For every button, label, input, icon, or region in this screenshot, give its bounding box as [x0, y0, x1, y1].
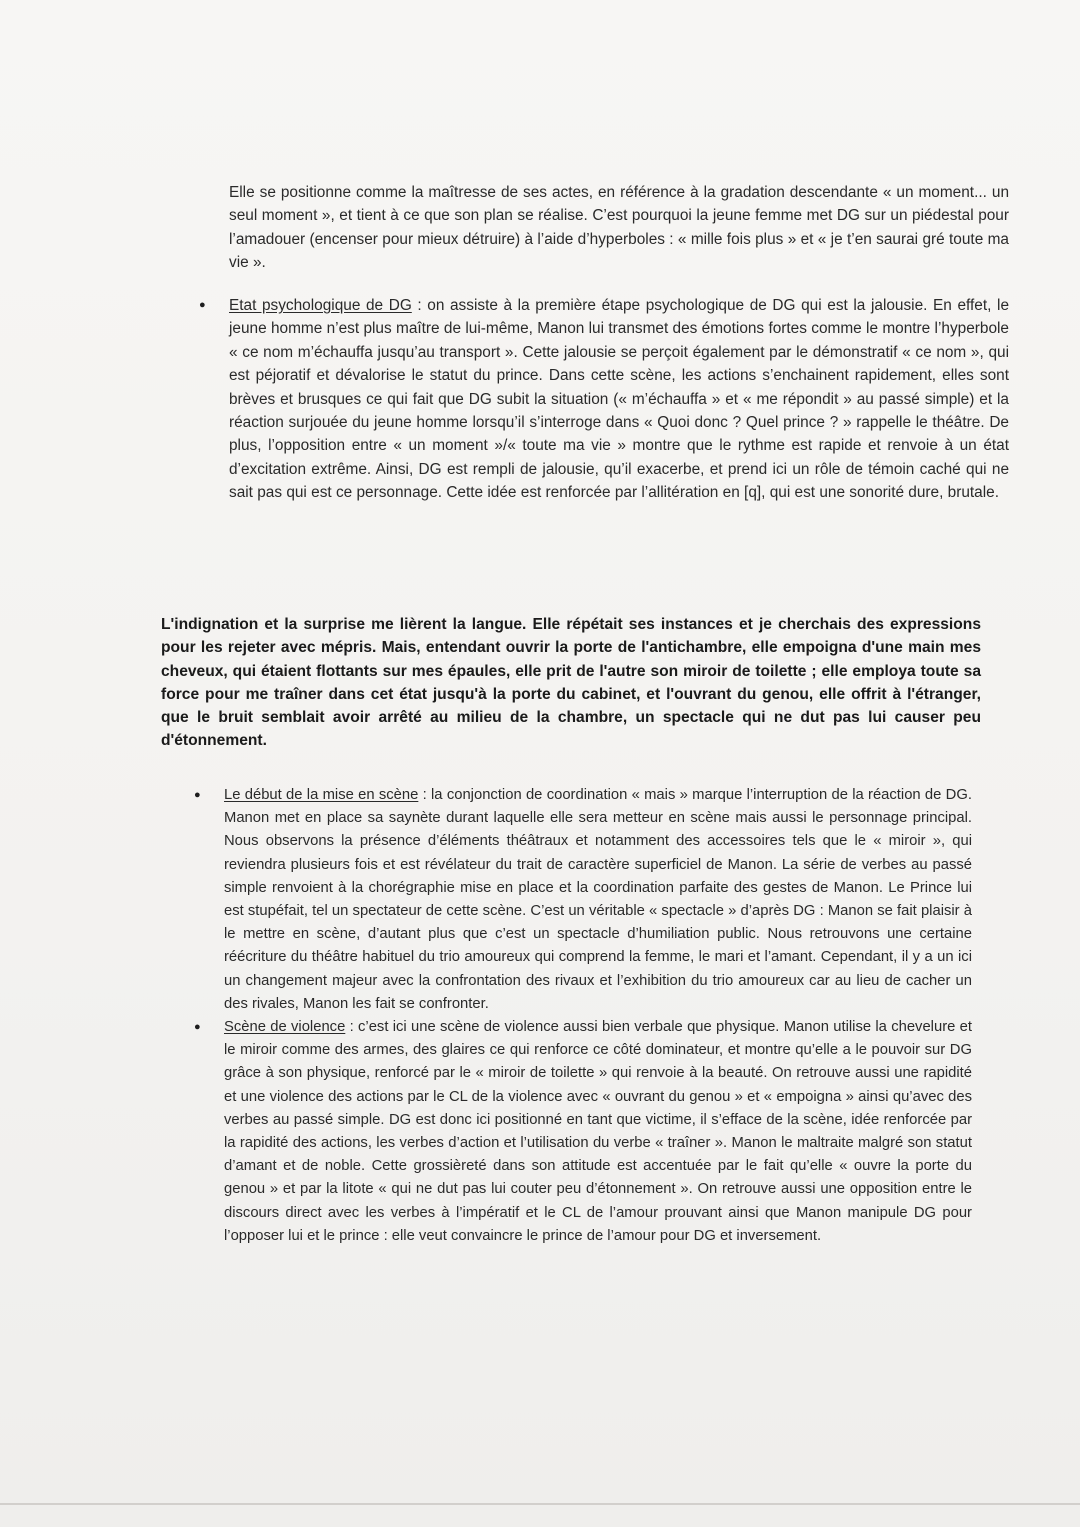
list-item [224, 1016, 972, 1248]
list-item [224, 784, 972, 1016]
item-text: : on assiste à la première étape psychologique de DG qui est la jalousie. En effet, le jeune homme n’est plus maître de lui-même, Manon lui transmet des émotions fortes comme le montre l’hyperbole « ce nom m’échauffa jusqu’au transport ». Cette jalousie se perçoit également par le démonstratif « ce nom », qui est péjoratif et dévalorise le statut du prince. Dans cette scène, les actions s’enchainent rapidement, elles sont brèves et brusques ce qui fait que DG subit la situation (« m’échauffa » et « me répondit » au passé simple) et la réaction surjouée du jeune homme lorsqu’il s’interroge dans « Quoi donc ? Quel prince ? » rappelle le théâtre. De plus, l’opposition entre « un moment »/« toute ma vie » montre que le rythme est rapide et renvoie à un état d’excitation extrême. Ainsi, DG est rempli de jalousie, qu’il exacerbe, et prend ici un rôle de témoin caché qui ne sait pas qui est ce personnage. Cette idée est renforcée par l’allitération en [q], qui est une sonorité dure, brutale. [229, 297, 1010, 502]
analysis-list-psychology [229, 294, 1009, 505]
list-item [229, 294, 1009, 505]
page-bottom-edge [0, 1503, 1080, 1505]
item-heading: Le début de la mise en scène [224, 787, 419, 803]
quoted-excerpt: L'indignation et la surprise me lièrent la langue. Elle répétait ses instances et je cherchais des expressions pour les rejeter avec mépris. Mais, entendant ouvrir la porte de l'antichambre, elle empoigna d'une main mes cheveux, qui étaient flottants sur mes épaules, elle prit de l'autre son miroir de toilette ; elle employa toute sa force pour me traîner dans cet état jusqu'à la porte du cabinet, et l'ouvrant du genou, elle offrit à l'étranger, que le bruit semblait avoir arrêté au milieu de la chambre, un spectacle qui ne dut pas lui causer peu d'étonnement. [161, 616, 981, 750]
intro-paragraph: Elle se positionne comme la maîtresse de ses actes, en référence à la gradation descendante « un moment... un seul moment », et tient à ce que son plan se réalise. C’est pourquoi la jeune femme met DG sur un piédestal pour l’amadouer (encenser pour mieux détruire) à l’aide d’hyperboles : « mille fois plus » et « je t’en saurai gré toute ma vie ». [229, 184, 1009, 272]
item-heading: Scène de violence [224, 1019, 346, 1036]
item-heading: Etat psychologique de DG [229, 297, 412, 314]
item-text: : la conjonction de coordination « mais » marque l’interruption de la réaction de DG. Manon met en place sa saynète durant laquelle elle sera metteur en scène mais aussi le personnage principal. Nous observons la présence d’éléments théâtraux et notamment des accessoires tels que le « miroir », qui reviendra plusieurs fois et est révélateur du trait de caractère superficiel de Manon. La série de verbes au passé simple renvoient à la chorégraphie mise en place et la coordination parfaite des gestes de Manon. Le Prince lui est stupéfait, tel un spectateur de cette scène. C’est un véritable « spectacle » d’après DG : Manon se fait plaisir à le mettre en scène, d’autant plus que c’est un spectacle d’humiliation public. Nous retrouvons une certaine réécriture du théâtre habituel du trio amoureux qui comprend la femme, le mari et l’amant. Cependant, il y a un ici un changement majeur avec la confrontation des rivaux et l’exhibition du trio amoureux car au lieu de cacher un des rivales, Manon les fait se confronter. [224, 787, 972, 1012]
item-text: : c’est ici une scène de violence aussi bien verbale que physique. Manon utilise la chevelure et le miroir comme des armes, des glaires ce qui renforce ce côté dominateur, et montre qu’elle a le pouvoir sur DG grâce à son physique, renforcé par le « miroir de toilette » qui renvoie à la beauté. On retrouve aussi une rapidité et une violence des actions par le CL de la violence avec « ouvrant du genou » et « empoigna » ainsi qu’avec des verbes au passé simple. DG est donc ici positionné en tant que victime, il s’efface de la scène, idée renforcée par la rapidité des actions, les verbes d’action et l’utilisation du verbe « traîner ». Manon le maltraite malgré son statut d’amant et de noble. Cette grossièreté dans son attitude est accentuée par le fait qu’elle « ouvre la porte du genou » et par la litote « qui ne dut pas lui couter peu d’étonnement ». On retrouve aussi une opposition entre le discours direct avec les verbes à l’impératif et le CL de l’amour prouvant ainsi que Manon manipule DG pour l’opposer lui et le prince : elle veut convaincre le prince de l’amour pour DG et inversement. [224, 1019, 972, 1244]
analysis-list-staging [224, 784, 972, 1248]
